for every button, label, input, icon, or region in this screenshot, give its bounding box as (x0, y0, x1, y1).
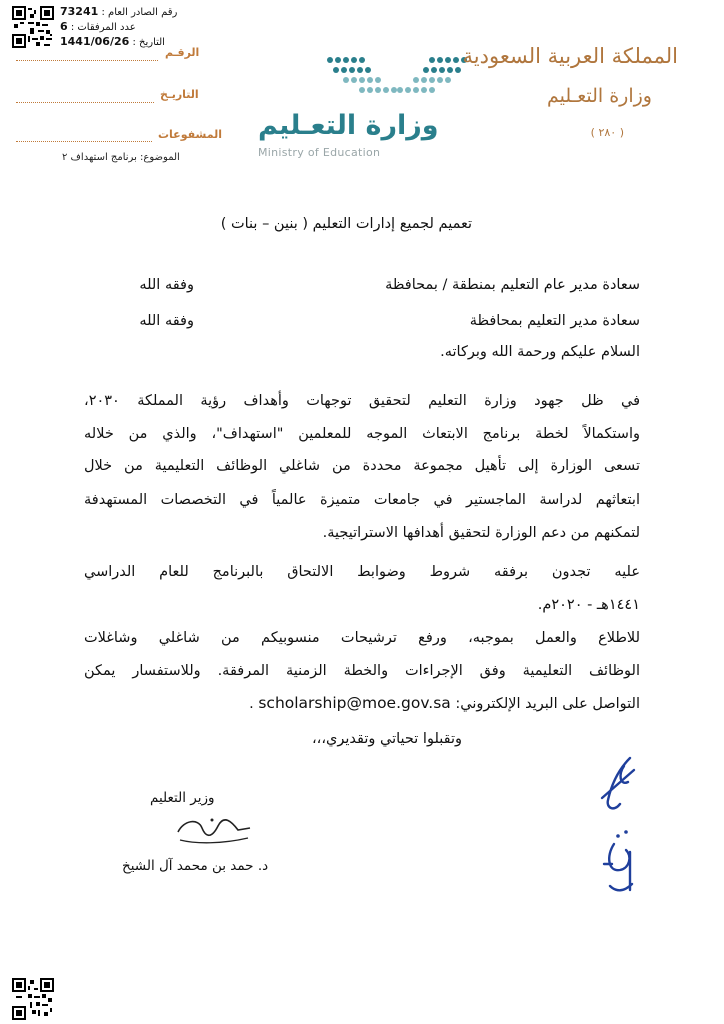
general-number-value: 73241 (60, 5, 99, 18)
subject-line: الموضوع: برنامج استهداف ٢ (62, 152, 180, 163)
circular-title: تعميم لجميع إدارات التعليم ( بنين – بنات ) (220, 216, 472, 232)
serial-number: ( ٢٨٠ ) (590, 126, 624, 139)
general-number-label: رقم الصادر العام : (101, 7, 178, 18)
handwritten-annotation (590, 752, 650, 902)
minister-name: د. حمد بن محمد آل الشيخ (122, 858, 269, 874)
greeting: السلام عليكم ورحمة الله وبركاته. (440, 344, 640, 360)
wafaqahu-allah-2: وفقه الله (139, 313, 194, 329)
paragraph-3-line-3 (249, 694, 640, 712)
paragraph-1-line-3: تسعى الوزارة إلى تأهيل مجموعة محددة من شاغلي الوظائف التعليمية من خلال (84, 458, 640, 474)
qr-code-bottom (12, 978, 54, 1020)
attachments-dotted-line (16, 141, 152, 142)
contact-prefix: التواصل على البريد الإلكتروني: (455, 696, 640, 712)
minister-title: وزير التعليم (150, 790, 215, 806)
date-dotted-line (16, 102, 154, 103)
wafaqahu-allah-1: وفقه الله (139, 277, 194, 293)
ministry-name-right: وزارة التعـليم (546, 85, 652, 107)
addressee-director: سعادة مدير التعليم بمحافظة (469, 313, 640, 329)
attachments-label: المشفوعات (158, 128, 222, 141)
addressee-director-general: سعادة مدير عام التعليم بمنطقة / بمحافظة (385, 277, 640, 293)
paragraph-1-line-4: ابتعاثهم لدراسة الماجستير في جامعات متميزة عالمياً في التخصصات المستهدفة (84, 492, 640, 508)
ministry-dots-logo (322, 50, 472, 100)
qr-code-top (12, 6, 54, 48)
contact-suffix: . (249, 696, 254, 712)
reference-date-value: 1441/06/26 (60, 35, 130, 48)
paragraph-1-line-2: واستكمالاً لخطة برنامج الابتعاث الموجه للمعلمين "استهداف"، والذي من خلاله (84, 426, 640, 442)
contact-email-link[interactable]: scholarship@moe.gov.sa (258, 694, 451, 712)
paragraph-3-line-2: الوظائف التعليمية وفق الإجراءات والخطة الزمنية المرفقة. وللاستفسار يمكن (84, 663, 640, 679)
logo-arabic-text: وزارة التعـليم (258, 110, 439, 141)
number-label: الرقـم (165, 46, 200, 59)
date-label: التاريـخ (160, 88, 199, 101)
closing-line: وتقبلوا تحياتي وتقديري،،، (311, 731, 462, 747)
paragraph-1-line-5: لتمكنهم من دعم الوزارة لتحقيق أهدافها الاستراتيجية. (322, 525, 640, 541)
minister-signature (172, 810, 254, 852)
number-dotted-line (16, 60, 158, 61)
paragraph-2-line-1: عليه تجدون برفقه شروط وضوابط الالتحاق بالبرنامج للعام الدراسي (84, 564, 640, 580)
kingdom-name: المملكة العربية السعودية (462, 44, 678, 68)
paragraph-2-line-2: ١٤٤١هـ - ٢٠٢٠م. (537, 597, 640, 613)
general-number-line (60, 5, 177, 18)
logo-english-text: Ministry of Education (258, 146, 381, 159)
attachments-count-label: عدد المرفقات : (70, 22, 136, 33)
paragraph-1-line-1: في ظل جهود وزارة التعليم لتحقيق توجهات وأهداف رؤية المملكة ٢٠٣٠، (84, 393, 640, 409)
attachments-count-line (60, 20, 136, 33)
reference-date-line (60, 35, 165, 48)
reference-date-label: التاريخ : (132, 37, 165, 48)
attachments-count-value: 6 (60, 20, 68, 33)
paragraph-3-line-1: للاطلاع والعمل بموجبه، ورفع ترشيحات منسوبيكم من شاغلي وشاغلات (84, 630, 640, 646)
